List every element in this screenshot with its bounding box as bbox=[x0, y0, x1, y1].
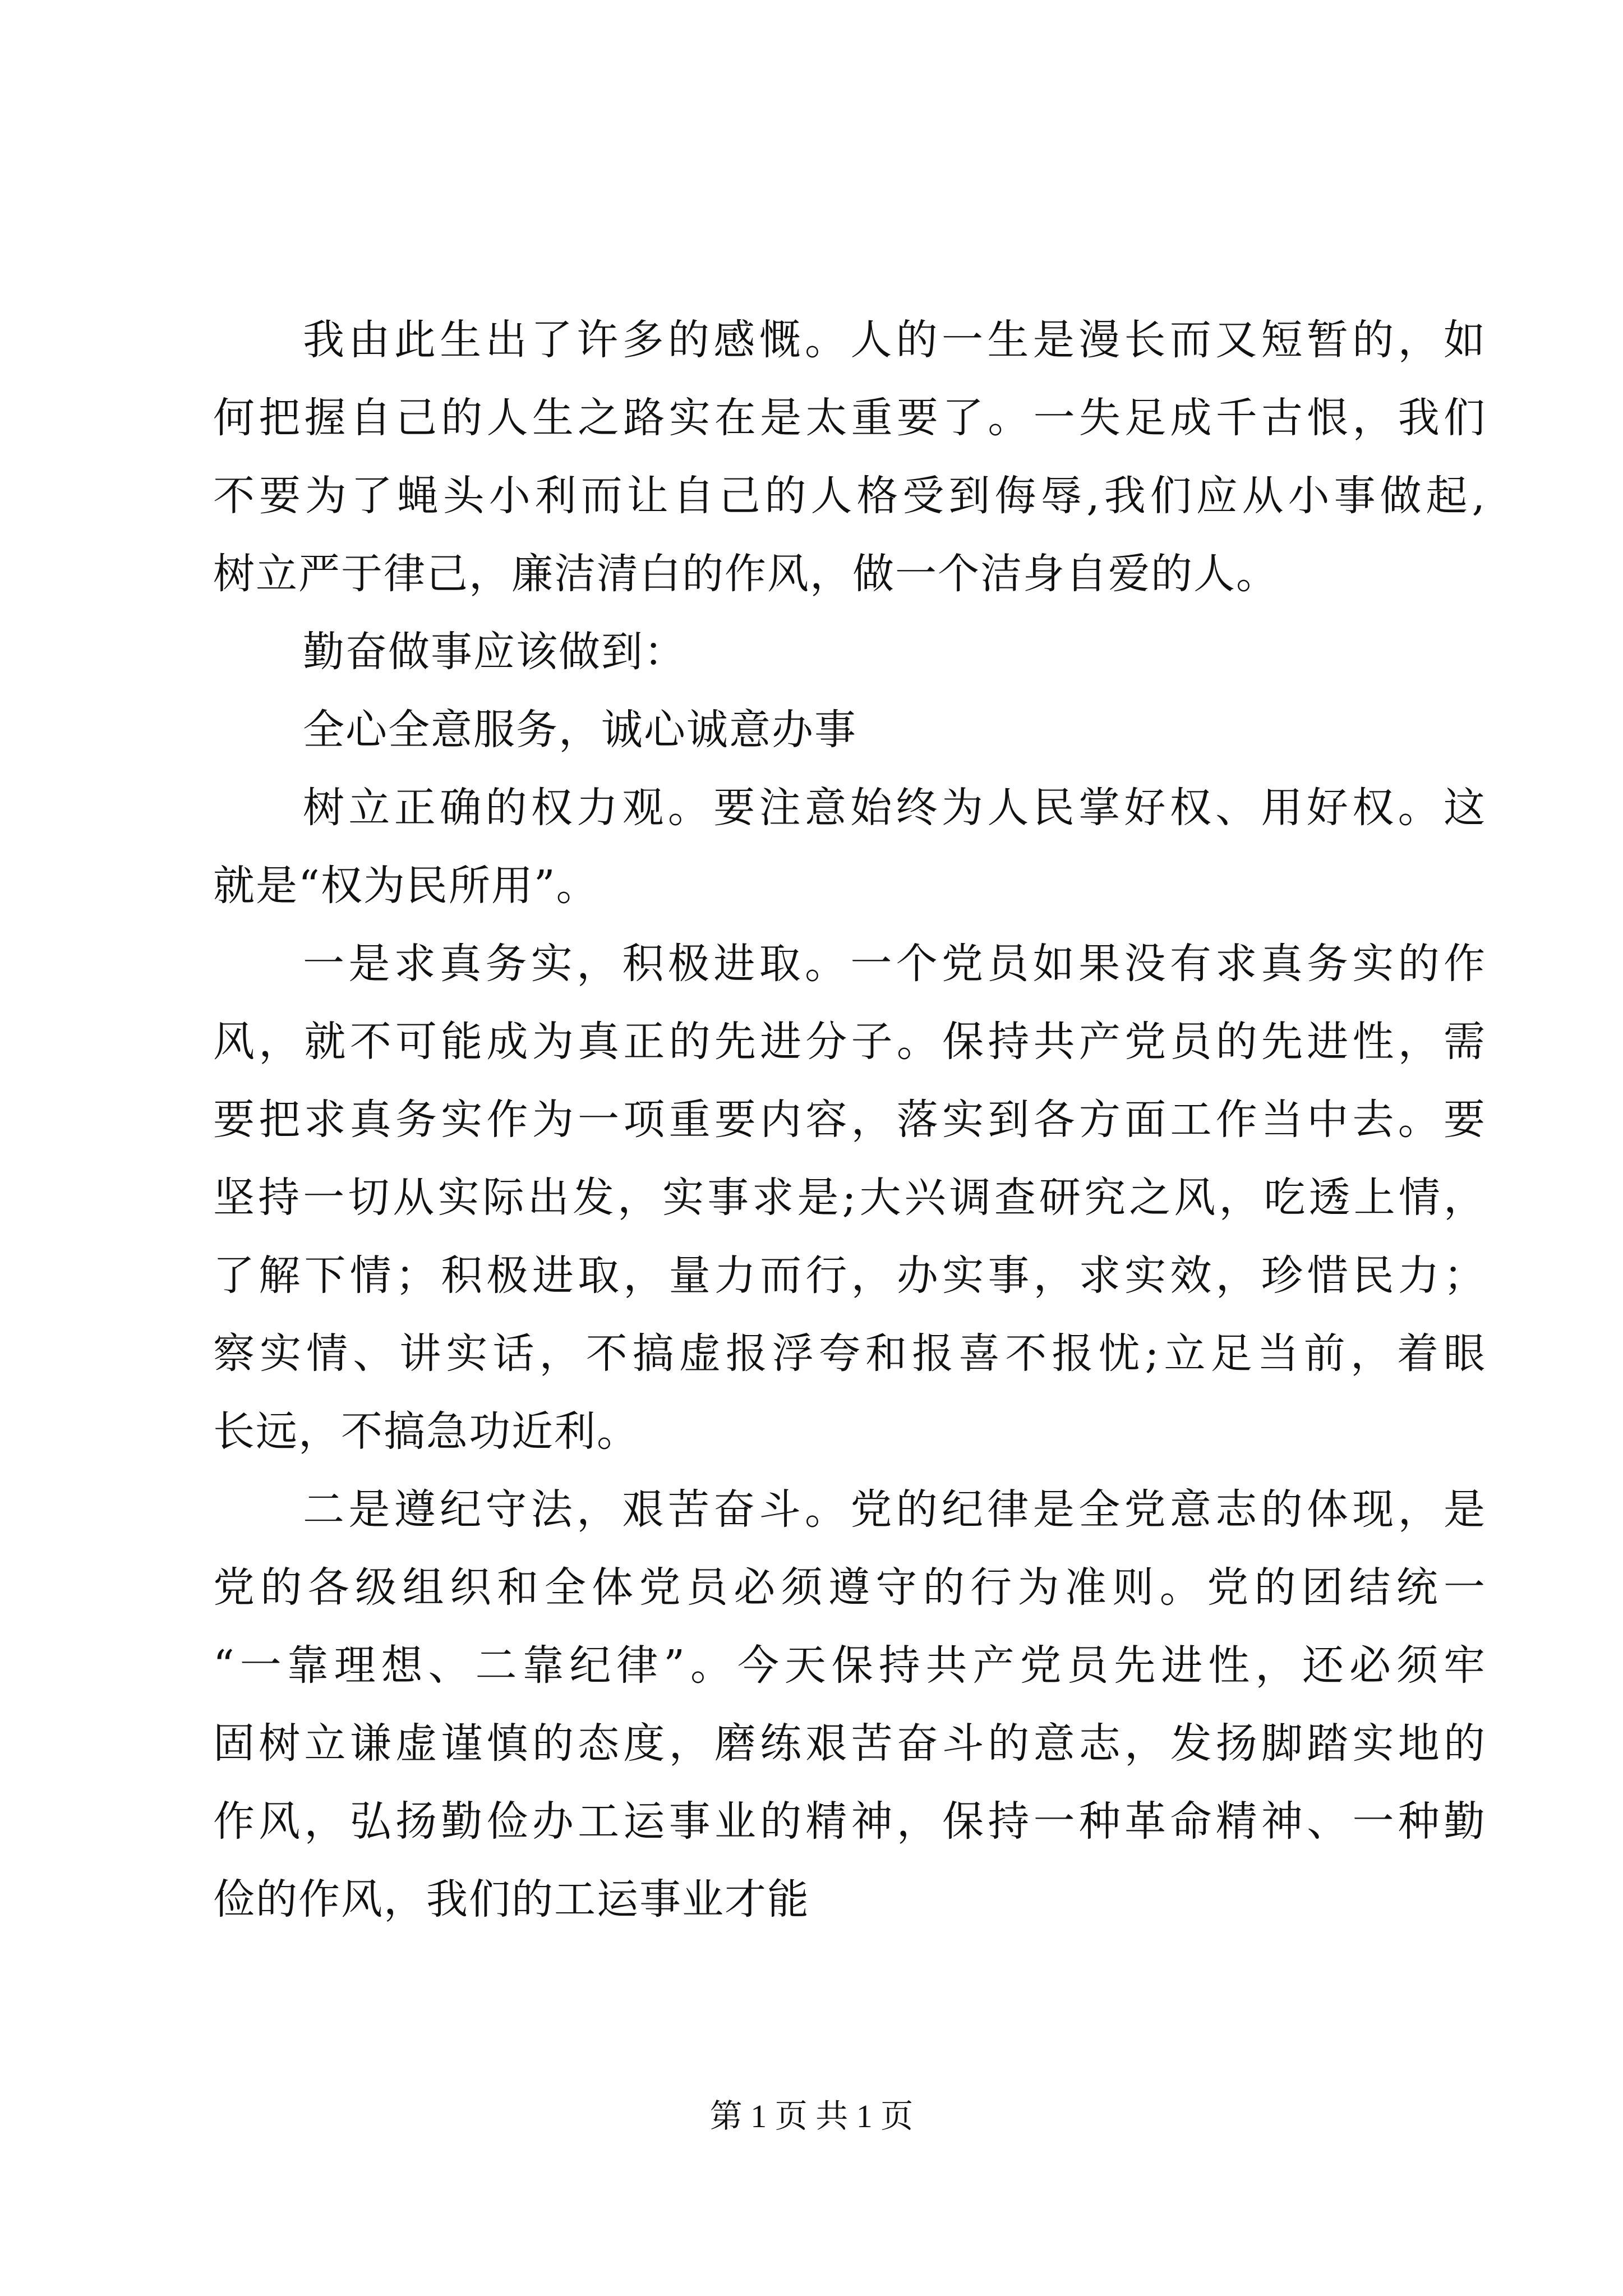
paragraph-line: 何把握自己的人生之路实在是太重要了。一失足成千古恨，我们 bbox=[213, 394, 1486, 442]
page-number-footer: 第 1 页 共 1 页 bbox=[709, 2098, 914, 2134]
section-heading: 全心全意服务，诚心诚意办事 bbox=[303, 706, 857, 754]
paragraph-line: 风，就不可能成为真正的先进分子。保持共产党员的先进性，需 bbox=[213, 1018, 1486, 1066]
paragraph-line: 勤奋做事应该做到： bbox=[303, 628, 686, 676]
paragraph-line: 了解下情；积极进取，量力而行，办实事，求实效，珍惜民力； bbox=[213, 1251, 1486, 1300]
paragraph-line: 树立严于律己，廉洁清白的作风，做一个洁身自爱的人。 bbox=[213, 550, 1279, 598]
paragraph-line: 作风，弘扬勤俭办工运事业的精神，保持一种革命精神、一种勤 bbox=[213, 1797, 1486, 1846]
paragraph-line: “一靠理想、二靠纪律”。今天保持共产党员先进性，还必须牢 bbox=[213, 1641, 1486, 1690]
paragraph-line: 要把求真务实作为一项重要内容，落实到各方面工作当中去。要 bbox=[213, 1096, 1486, 1144]
paragraph-line: 长远，不搞急功近利。 bbox=[213, 1407, 639, 1456]
paragraph-line: 俭的作风，我们的工运事业才能 bbox=[213, 1875, 810, 1924]
paragraph-line: 党的各级组织和全体党员必须遵守的行为准则。党的团结统一 bbox=[213, 1563, 1486, 1612]
paragraph-line: 坚持一切从实际出发，实事求是;大兴调查研究之风，吃透上情， bbox=[213, 1174, 1486, 1222]
paragraph-line: 就是“权为民所用”。 bbox=[213, 862, 599, 910]
paragraph-line: 二是遵纪守法，艰苦奋斗。党的纪律是全党意志的体现，是 bbox=[303, 1485, 1486, 1534]
paragraph-line: 察实情、讲实话，不搞虚报浮夸和报喜不报忧;立足当前，着眼 bbox=[213, 1329, 1486, 1378]
paragraph-line: 不要为了蝇头小利而让自己的人格受到侮辱,我们应从小事做起, bbox=[213, 472, 1486, 520]
paragraph-line: 树立正确的权力观。要注意始终为人民掌好权、用好权。这 bbox=[303, 784, 1486, 832]
paragraph-line: 固树立谦虚谨慎的态度，磨练艰苦奋斗的意志，发扬脚踏实地的 bbox=[213, 1719, 1486, 1768]
paragraph-line: 一是求真务实，积极进取。一个党员如果没有求真务实的作 bbox=[303, 940, 1486, 988]
paragraph-line: 我由此生出了许多的感慨。人的一生是漫长而又短暂的，如 bbox=[303, 316, 1486, 364]
